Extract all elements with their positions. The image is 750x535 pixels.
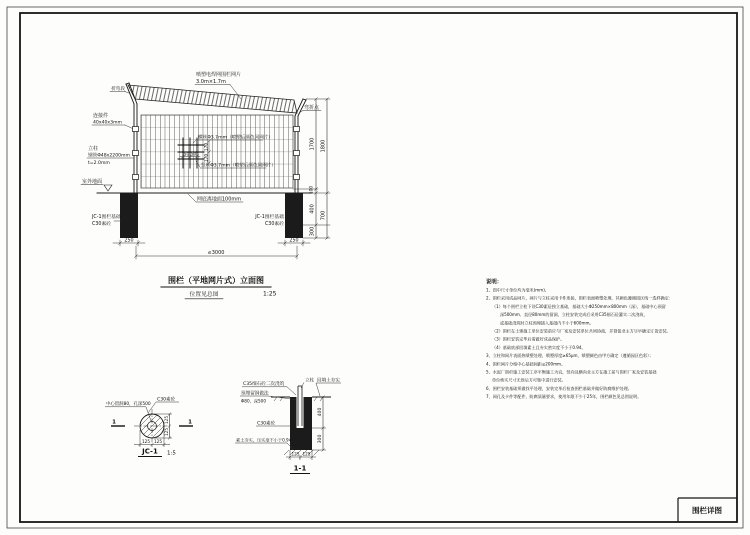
foundation-right [285, 193, 303, 238]
sheet-border [7, 7, 743, 528]
section-post-label: 立柱 [305, 378, 315, 384]
note-line: 或基础浇筑时立柱预埋插入基础内不小于600mm。 [500, 320, 594, 326]
elevation-drawing [81, 71, 330, 299]
elevation-scale: 1:25 [263, 290, 277, 298]
note-line: 3、立柱和网片表面热喷塑处理，喷塑厚度≥65μm，喷塑颜色由甲方确定（遵循园区色彩）； [486, 353, 654, 359]
mesh-panel-label-2: 3.0m×1.7m [196, 79, 226, 85]
note-line: （2）围栏在土建施工单位安装前应与厂家及安装单位共同协商，并督促业主方尽早确定订货安装。 [492, 328, 671, 334]
section-secondary-pour-label: C35细石砼二次浇筑 [243, 382, 285, 387]
section-mark-right: 1 [188, 419, 192, 426]
note-line: 6、围栏安装基础须做找平处理，安装完毕后检查围栏基础并做好防腐维护处理。 [486, 385, 632, 391]
note-line: （3）围栏安装完毕后需做好成品保护。 [492, 336, 565, 342]
elevation-subtitle: 位置见总图 [189, 292, 219, 298]
jc1-dim-b1: 125 [142, 439, 150, 444]
jc1-scale: 1:5 [167, 450, 176, 457]
dim-400: 400 [309, 204, 316, 214]
section-mark-left: 1 [112, 419, 116, 426]
post-label-1: 立柱 [88, 146, 99, 152]
foundation-right-label-1: JC-1围栏基础 [255, 215, 284, 220]
section-hole-label-1: 预埋留洞做法 [241, 391, 269, 397]
dim-1700: 1700 [309, 137, 316, 151]
notes-block [486, 278, 673, 400]
foundation-left [120, 193, 138, 238]
section-dim-400: 400 [318, 407, 323, 417]
note-line: （4）基础底部回填素土且夯实密实度不小于0.94。 [492, 344, 586, 350]
section-title: 1-1 [293, 464, 307, 473]
dim-wire-h2: 50 [190, 152, 197, 158]
foundation-right-label-2: C30素砼 [264, 222, 284, 227]
post-label-2: 钢管Φ48x2200mm [88, 153, 131, 159]
wire-horizontal-label: 横丝Φ3.7mm（喷塑后颜色同网片） [198, 135, 273, 141]
dim-span: ≤3000 [207, 250, 225, 256]
note-line: 4、围栏网片分格中心基础间距≤200mm。 [486, 361, 566, 367]
dim-wire-v2: 170 [204, 153, 210, 163]
jc1-detail [105, 396, 193, 457]
note-line: （1）每个围栏立柱下设C30素砼独立基础，基础大小Φ250mm×800mm（深），基础中心预留 [492, 303, 666, 309]
dim-1800: 1800 [320, 139, 327, 153]
note-line: 1、图中尺寸单位均为毫米(mm)。 [486, 287, 549, 293]
foundation-left-label-1: JC-1围栏基础 [92, 215, 121, 220]
note-line: 7、网孔及卡件等配件，防腐质量要求，使用年限不少于25年，围栏颜色见总图说明。 [486, 394, 642, 400]
note-line: 单位核实尺寸无误后方可集中进行安装。 [492, 377, 566, 383]
jc1-dim-r2: 125 [164, 428, 169, 436]
wire-vertical-label: 竖丝Φ3.7mm（喷塑后颜色同网片） [201, 163, 276, 169]
section-backfill-label: 回填土夯实 [317, 378, 340, 384]
jc1-dim-r1: 125 [164, 416, 169, 424]
bend-point-label: 弯折点 [304, 105, 320, 111]
dim-100: 100 [308, 186, 314, 194]
section-1-1 [235, 377, 341, 474]
section-dim-b1: 125 [291, 451, 300, 457]
mesh-panel [141, 115, 293, 188]
connector-label-1: 连接件 [93, 113, 109, 119]
mesh-bottom-label: 网底离地面100mm [196, 196, 242, 203]
dim-250-left: 250 [124, 238, 134, 244]
notes-heading: 说明： [486, 279, 503, 286]
section-subgrade-label: 素土夯实，压实度不小于0.94 [236, 437, 292, 443]
jc1-material-label: C30素砼 [157, 397, 176, 403]
connector-label-2: 40x40x3mm [93, 120, 123, 126]
dim-250-right: 250 [289, 238, 299, 244]
section-dim-b2: 125 [302, 451, 311, 457]
ground-label: 室外地面 [82, 179, 103, 185]
post-label-3: t=2.0mm [88, 161, 110, 166]
dim-wire-h1: 50 [183, 152, 190, 158]
dim-wire-v1: 170 [204, 142, 210, 152]
jc1-hole-label: 中心留洞80，孔深500 [106, 402, 151, 407]
jc1-dim-b2: 125 [154, 439, 162, 444]
section-dim-300: 300 [318, 434, 323, 444]
dim-700: 700 [320, 210, 327, 221]
dim-300: 300 [309, 226, 316, 237]
title-block-label: 围栏详图 [692, 506, 722, 515]
foundation-left-label-2: C30素砼 [92, 222, 112, 227]
mesh-panel-label-1: 喷塑电焊网围栏网片 [196, 72, 242, 78]
elevation-title: 围栏（平地网片式）立面图 [168, 276, 264, 285]
note-line: 5、水泥厂围栏施工安装工序平衡施工为宜，竖向及横向业主方在竣工前与围栏厂家及安装基础 [486, 369, 657, 375]
ground-level-icon [104, 185, 112, 191]
section-hole-label-2: Φ80，深500 [241, 398, 266, 404]
bent-top-band [128, 85, 297, 113]
section-concrete-label: C30素砼 [257, 421, 276, 427]
note-line: 2、围栏采用成品网片，网片与立柱采用卡件连接，围栏表面喷塑处理，其颜色遵循园区统一选样确定： [486, 295, 673, 301]
note-line: 深500mm、直径80mm的留洞，立柱安装完成后采用C35细石砼灌实二次浇筑， [500, 312, 648, 318]
bend-segment-label: 折弯段 [111, 87, 125, 92]
jc1-title: JC-1 [142, 447, 158, 456]
